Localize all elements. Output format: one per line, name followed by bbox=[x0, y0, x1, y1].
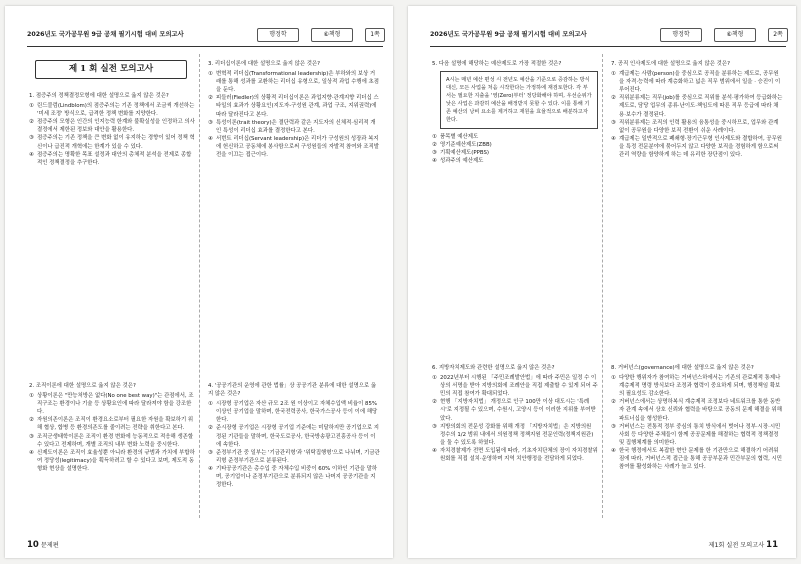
page-header bbox=[430, 28, 786, 42]
option-2[interactable]: ② 피들러(Fiedler)의 상황적 리더십이론은 과업지향·관계지향 리더십 스타일의 효과가 상황요인(지도자-구성원 관계, 과업 구조, 지위권력)에 따라 달라진다고 본다. bbox=[208, 95, 379, 118]
subject-box: 행정학 bbox=[257, 28, 299, 42]
question-stem: 3. 리더십이론에 대한 설명으로 옳지 않은 것은? bbox=[208, 61, 321, 67]
question-stem: 5. 다음 설명에 해당하는 예산제도로 가장 적절한 것은? bbox=[432, 61, 562, 67]
question-stem: 2. 조직이론에 대한 설명으로 옳지 않은 것은? bbox=[29, 383, 136, 389]
option-1[interactable]: ① 상황이론은 "만능처방은 없다(No one best way)"는 관점에서, 조직구조는 환경이나 기술 등 상황요인에 따라 달라져야 함을 강조한다. bbox=[29, 393, 194, 416]
page-number: 10 bbox=[27, 540, 39, 550]
option-4[interactable]: ④ 자치경찰제가 전면 도입됨에 따라, 기초자치단체의 장이 자치경찰위원회를 직접 설치·운영하며 지역 치안행정을 전담하게 되었다. bbox=[432, 447, 598, 463]
footer-label: 문제편 bbox=[40, 542, 59, 549]
option-4[interactable]: ④ 기타공공기관은 총수입 중 자체수입 비중이 60% 이하인 기관을 말하며, 공기업이나 준정부기관으로 분류되지 않은 나머지 공공기관을 지정한다. bbox=[208, 465, 378, 489]
booklet-type-box: ⑥책형 bbox=[714, 28, 756, 42]
option-1[interactable]: ① 시장형 공기업은 자산 규모 2조 원 이상이고 자체수입액 비율이 85% 이상인 공기업을 말하며, 한국전력공사, 한국가스공사 등이 이에 해당한다. bbox=[208, 401, 378, 424]
question-passage: A시는 매년 예산 편성 시 전년도 예산을 기준으로 증감하는 방식 대신, 모든 사업을 처음 시작한다는 가정하에 재검토한다. 각 부서는 필요한 지출을 '영(Zero)부터' 정당화해야 하며, 우선순위가 낮은 사업은 과감히 예산을 배정받지 못할 수 있다. 이를 통해 기존 예산의 낭비 요소를 제거하고 재원을 효율적으로 배분하고자 한다. bbox=[440, 71, 598, 129]
round-title: 제 1 회 실전 모의고사 bbox=[35, 60, 187, 79]
header-rule bbox=[430, 46, 786, 47]
option-1[interactable]: ① 계급제는 사람(person)을 중심으로 공직을 분류하는 제도로, 공무원을 자격·능력에 따라 계층화하고 넓은 직무 범위에서 일을 · 승진이 이루어진다. bbox=[611, 71, 781, 94]
option-1[interactable]: ① 2022년부터 시행된 「주민조례발안법」에 따라 주민은 일정 수 이상의 서명을 받아 지방의회에 조례안을 직접 제출할 수 있게 되어 주민의 직접 참여가 확대되었다. bbox=[432, 375, 598, 398]
option-2[interactable]: ② 직위분류제는 직무(job)를 중심으로 직위를 분석·평가하여 등급화하는 제도로, 담당 업무의 종류·난이도·책임도에 따른 직무 등급에 따라 채용·보수가 결정된다. bbox=[611, 95, 783, 118]
option-3[interactable]: ③ 거버넌스는 전통적 정부 중심의 통치 방식에서 벗어나 정부·시장·시민사회 등 다양한 주체들이 함께 공공문제를 해결하는 협력적 정책결정 및 집행체계를 의미한다. bbox=[611, 423, 781, 446]
question-8 bbox=[611, 364, 783, 471]
question-stem: 6. 지방자치제도와 관련한 설명으로 옳지 않은 것은? bbox=[432, 365, 555, 371]
option-2[interactable]: ② 영기준예산제도(ZBB) bbox=[432, 142, 492, 149]
option-1[interactable]: ① 린드블럼(Lindblom)의 점증주의는 기존 정책에서 조금씩 개선하는 '미세 조정' 방식으로, 급격한 정책 변화를 지양한다. bbox=[29, 103, 195, 118]
option-4[interactable]: ④ 신제도이론은 조직이 효율성뿐 아니라 환경의 규범과 가치에 부합하여 정당성(legitimacy)을 획득하려고 할 수 있다고 보며, 제도적 동형화 현상을 설명한다. bbox=[29, 449, 195, 472]
option-2[interactable]: ② 점증주의 모형은 인간의 인지능력 한계와 불확실성을 인정하고 의사결정에서 제한된 정보와 대안을 활용한다. bbox=[29, 119, 195, 134]
question-stem: 7. 공직 인사제도에 대한 설명으로 옳지 않은 것은? bbox=[611, 61, 730, 67]
option-3[interactable]: ③ 점증주의는 기존 정책을 큰 변화 없이 유지하는 경향이 있어 정책 혁신이나 급진적 개혁에는 한계가 있을 수 있다. bbox=[29, 135, 195, 150]
option-3[interactable]: ③ 특성이론(trait theory)은 결단력과 같은 지도자의 신체적·심리적 개인 특성이 리더십 효과를 결정한다고 본다. bbox=[208, 119, 376, 134]
option-1[interactable]: ① 품목별 예산제도 bbox=[432, 134, 479, 141]
column-divider bbox=[602, 54, 603, 518]
page-header bbox=[27, 28, 383, 42]
page-number: 11 bbox=[766, 540, 778, 550]
option-2[interactable]: ② 자원의존이론은 조직이 환경요소로부터 필요한 자원을 확보하기 위해 협상, 합병 등 환경의존도를 줄이려는 전략을 취한다고 본다. bbox=[29, 417, 194, 432]
option-2[interactable]: ② 현행 「지방자치법」 개정으로 인구 100만 이상 대도시는 '특례시'로 지정될 수 있으며, 수원시, 고양시 등이 이러한 지위를 부여받았다. bbox=[432, 399, 596, 422]
exam-title: 2026년도 국가공무원 9급 공채 필기시험 대비 모의고사 bbox=[430, 31, 587, 38]
option-2[interactable]: ② 준시장형 공기업은 시장형 공기업 기준에는 미달하지만 공기업으로 지정된 기관들을 말하며, 한국도로공사, 한국방송광고진흥공사 등이 이에 속한다. bbox=[208, 425, 380, 448]
question-2 bbox=[29, 382, 195, 473]
option-2[interactable]: ② 거버넌스에서는 상명하복식 계층제적 조정보다 네트워크를 통한 동반자 관계 속에서 상호 신뢰와 협력을 바탕으로 공동의 문제 해결을 위해 파트너십을 형성한다. bbox=[611, 399, 782, 422]
footer-label: 제1회 실전 모의고사 bbox=[708, 542, 765, 549]
question-stem: 4. '공공기관의 운영에 관한 법률」상 공공기관 분류에 대한 설명으로 옳지 않은 것은? bbox=[208, 383, 377, 398]
option-3[interactable]: ③ 조직군생태학이론은 조직이 환경 변화에 능동적으로 적응해 생존할 수 있다고 전제하며, 개별 조직의 내부 변화 노력을 중시한다. bbox=[29, 433, 194, 448]
option-3[interactable]: ③ 직위분류제는 조직의 인력 활용의 융통성을 중시하므로, 업무와 관계없이 공무원을 다양한 보직 전환이 쉬운 사례이다. bbox=[611, 119, 779, 134]
page-footer bbox=[709, 540, 779, 550]
question-4 bbox=[208, 382, 380, 489]
question-stem: 8. 거버넌스(governance)에 대한 설명으로 옳지 않은 것은? bbox=[611, 365, 754, 371]
question-5 bbox=[432, 60, 598, 165]
question-3 bbox=[208, 60, 380, 159]
option-4[interactable]: ④ 성과주의 예산제도 bbox=[432, 158, 484, 165]
option-4[interactable]: ④ 서번트 리더십(Servant leadership)은 리더가 구성원의 성장과 복지에 헌신하고 공동체에 봉사함으로써 구성원들의 자발적 참여와 조직발전을 이끄는 접근이다. bbox=[208, 135, 380, 159]
option-4[interactable]: ④ 계급제는 일반적으로 폐쇄형·장기근무형 인사제도와 결합하여, 공무원을 특정 전문분야에 묶어두지 않고 다양한 보직을 경험하게 함으로써 관리 역량을 함양하게 하는 데 유리한 장단점이 있다. bbox=[611, 135, 783, 159]
page-number-box: 1쪽 bbox=[365, 28, 385, 42]
option-4[interactable]: ④ 한국 행정에서도 복잡한 현안 문제를 한 기관만으로 해결하기 어려워짐에 따라, 거버넌스적 접근을 통해 공공부문과 민간부문의 협력, 시민참여를 활성화하는 사례가 늘고 있다. bbox=[611, 447, 782, 471]
question-1 bbox=[29, 92, 195, 167]
question-7 bbox=[611, 60, 783, 159]
question-6 bbox=[432, 364, 598, 463]
page-number-box: 2쪽 bbox=[768, 28, 788, 42]
page-footer bbox=[27, 540, 59, 550]
question-stem: 1. 점증주의 정책결정모형에 대한 설명으로 옳지 않은 것은? bbox=[29, 93, 169, 99]
subject-box: 행정학 bbox=[660, 28, 702, 42]
option-1[interactable]: ① 변혁적 리더십(Transformational leadership)은 부하와의 보상 거래를 통해 성과를 교환하는 리더십 유형으로, 일상적 과업 수행에 초점을 둔다. bbox=[208, 71, 379, 94]
column-divider bbox=[199, 54, 200, 518]
option-3[interactable]: ③ 준정부기관 중 일부는 '기금관리형'과 '위탁집행형'으로 나뉘며, 기금관리형 준정부기관으로 분류된다. bbox=[208, 449, 380, 464]
left-page bbox=[5, 6, 393, 558]
right-page bbox=[408, 6, 796, 558]
option-3[interactable]: ③ 기획예산제도(PPBS) bbox=[432, 150, 489, 157]
header-rule bbox=[27, 46, 383, 47]
booklet-type-box: ⑥책형 bbox=[311, 28, 353, 42]
exam-title: 2026년도 국가공무원 9급 공채 필기시험 대비 모의고사 bbox=[27, 31, 184, 38]
option-4[interactable]: ④ 점증주의는 명확한 목표 설정과 대안의 총체적 분석을 전제로 종합적인 정책결정을 추구한다. bbox=[29, 151, 192, 166]
option-3[interactable]: ③ 지방의회의 전문성 강화를 위해 개정 「지방자치법」은 지방의원 정수의 1/2 범위 내에서 의원정책 정책지원 전문인력(정책지원관)을 둘 수 있도록 하였다. bbox=[432, 423, 594, 446]
option-1[interactable]: ① 다양한 행위자가 참여하는 거버넌스하에서는 기존의 관료제적 통제나 계층제적 명령 방식보다 조정과 협력이 중요하게 되며, 행정책임 확보의 필요성도 감소한다. bbox=[611, 375, 781, 398]
